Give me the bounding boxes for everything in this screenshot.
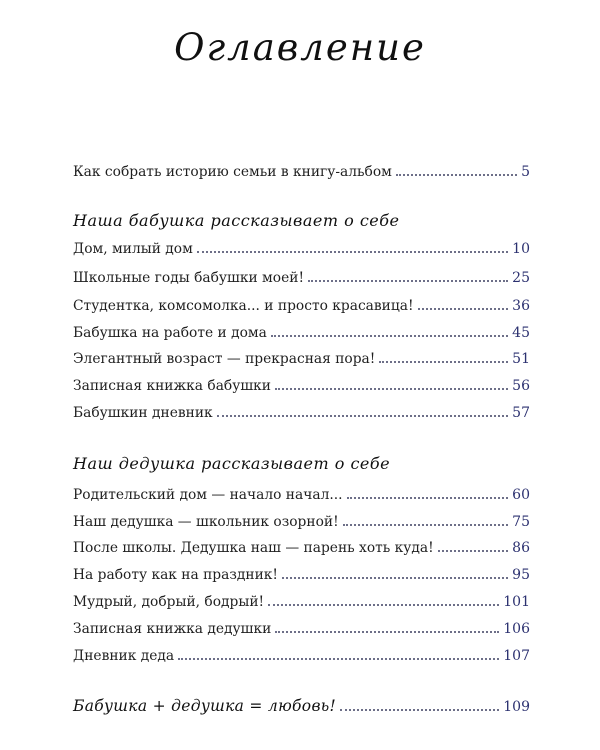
toc-entry[interactable]	[73, 377, 530, 395]
toc-entry-title: Студентка, комсомолка... и просто красавица!	[73, 298, 414, 314]
toc-entry-title: Бабушка + дедушка = любовь!	[73, 697, 337, 715]
toc-entry-page: 106	[503, 621, 530, 637]
toc-entry[interactable]	[73, 647, 530, 665]
toc-entry-page: 57	[512, 405, 530, 421]
dot-leader	[438, 550, 509, 552]
dot-leader	[282, 577, 508, 579]
toc-entry-title: Бабушкин дневник	[73, 405, 213, 421]
toc-entry-page: 101	[503, 594, 530, 610]
toc-entry-page: 86	[512, 540, 530, 556]
dot-leader	[268, 604, 499, 606]
toc-entry[interactable]	[73, 566, 530, 584]
toc-entry-page: 36	[512, 298, 530, 314]
toc-entry-page: 10	[512, 241, 530, 257]
toc-entry-title: После школы. Дедушка наш — парень хоть куда!	[73, 540, 434, 556]
toc-entry-title: Родительский дом — начало начал...	[73, 487, 343, 503]
dot-leader	[379, 361, 508, 363]
dot-leader	[178, 658, 499, 660]
toc-entry-title: Школьные годы бабушки моей!	[73, 270, 305, 286]
toc-entry-page: 75	[512, 514, 530, 530]
dot-leader	[217, 415, 509, 417]
toc-entry[interactable]	[73, 620, 530, 638]
toc-entry-final[interactable]	[73, 697, 530, 715]
toc-entry-title: Записная книжка бабушки	[73, 378, 271, 394]
dot-leader	[340, 709, 499, 711]
toc-entry-title: Записная книжка дедушки	[73, 621, 272, 637]
toc-entry[interactable]	[73, 539, 530, 557]
toc-entry-title: Бабушка на работе и дома	[73, 325, 267, 341]
toc-entry-title: Мудрый, добрый, бодрый!	[73, 594, 265, 610]
toc-entry-page: 25	[512, 270, 530, 286]
page-title: Оглавление	[174, 26, 426, 69]
toc-entry-title: На работу как на праздник!	[73, 567, 278, 583]
toc-entry-page: 60	[512, 487, 530, 503]
section-heading-grandmother: Наша бабушка рассказывает о себе	[73, 211, 400, 230]
toc-entry[interactable]	[73, 324, 530, 342]
toc-entry-page: 5	[521, 164, 530, 180]
dot-leader	[343, 524, 509, 526]
toc-entry-page: 51	[512, 351, 530, 367]
toc-entry-title: Дом, милый дом	[73, 241, 193, 257]
toc-entry-title: Элегантный возраст — прекрасная пора!	[73, 351, 376, 367]
toc-entry[interactable]	[73, 593, 530, 611]
toc-entry-page: 107	[503, 648, 530, 664]
toc-entry-intro[interactable]	[73, 163, 530, 181]
toc-entry-title: Наш дедушка — школьник озорной!	[73, 514, 339, 530]
toc-entry-page: 95	[512, 567, 530, 583]
toc-entry-title: Дневник деда	[73, 648, 175, 664]
dot-leader	[347, 497, 509, 499]
toc-entry[interactable]	[73, 486, 530, 504]
toc-entry[interactable]	[73, 350, 530, 368]
dot-leader	[396, 174, 517, 176]
toc-entry[interactable]	[73, 404, 530, 422]
toc-entry[interactable]	[73, 513, 530, 531]
dot-leader	[271, 335, 508, 337]
toc-entry-page: 45	[512, 325, 530, 341]
toc-entry-page: 109	[503, 699, 530, 715]
toc-entry[interactable]	[73, 297, 530, 315]
dot-leader	[275, 388, 508, 390]
dot-leader	[418, 308, 509, 310]
toc-entry[interactable]	[73, 240, 530, 258]
dot-leader	[308, 280, 508, 282]
dot-leader	[197, 251, 508, 253]
dot-leader	[275, 631, 499, 633]
toc-entry-title: Как собрать историю семьи в книгу-альбом	[73, 164, 392, 180]
toc-entry-page: 56	[512, 378, 530, 394]
toc-entry[interactable]	[73, 269, 530, 287]
section-heading-grandfather: Наш дедушка рассказывает о себе	[73, 454, 391, 473]
